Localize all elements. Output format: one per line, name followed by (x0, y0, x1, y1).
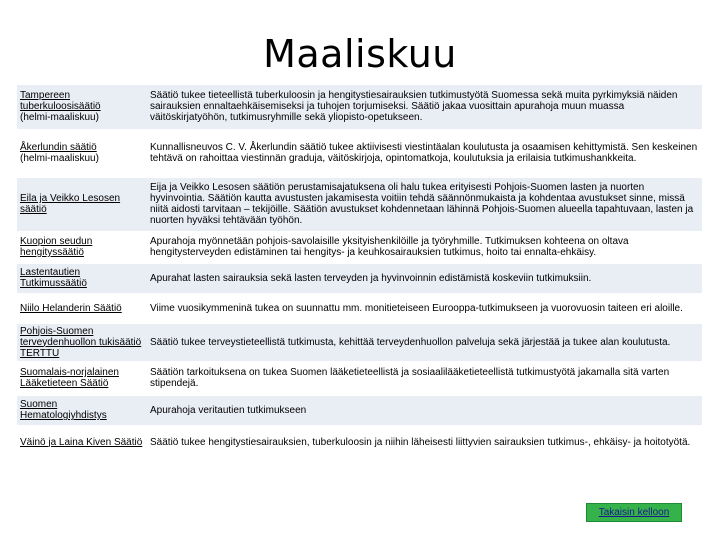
back-to-clock-button[interactable]: Takaisin kelloon (586, 503, 682, 522)
foundation-name-cell (17, 361, 147, 395)
foundation-description: Säätiön tarkoituksena on tukea Suomen lääketieteellistä ja sosiaalilääketieteellistä tutkimustyötä jakamalla sitä varten stipendejä. (147, 361, 702, 395)
foundation-link[interactable]: Suomalais-norjalainen Lääketieteen Säätiö (20, 367, 119, 389)
foundations-table (17, 85, 702, 460)
table-row (17, 395, 702, 425)
table-row (17, 177, 702, 231)
foundation-link[interactable]: Eila ja Veikko Lesosen säätiö (20, 193, 121, 215)
foundation-link[interactable]: Lastentautien Tutkimussäätiö (20, 267, 87, 289)
foundation-description: Apurahoja veritautien tutkimukseen (147, 395, 702, 425)
table-row (17, 129, 702, 177)
foundation-name-cell (17, 177, 147, 231)
foundation-description: Apurahat lasten sairauksia sekä lasten terveyden ja hyvinvoinnin edistämistä koskeviin tutkimuksiin. (147, 263, 702, 293)
table-row (17, 293, 702, 323)
table-row (17, 263, 702, 293)
table-row (17, 85, 702, 129)
foundation-name-cell (17, 129, 147, 177)
foundation-link[interactable]: Åkerlundin säätiö (20, 142, 97, 153)
foundation-link[interactable]: Kuopion seudun hengityssäätiö (20, 236, 93, 258)
foundation-description: Säätiö tukee hengitystiesairauksien, tuberkuloosin ja niihin läheisesti liittyvien sairauksien tutkimus-, ehkäisy- ja hoitotyötä. (147, 425, 702, 459)
table-row (17, 361, 702, 395)
foundation-description: Eija ja Veikko Lesosen säätiön perustamisajatuksena oli halu tukea erityisesti Pohjois-Suomen lasten ja nuorten hyvinvointia. Säätiön kautta avustusten jakamisesta voitiin tehdä säännönmukaista ja kohdentaa avustukset sinne, missä niitä aidosti tarvitaan – tekijöille. Säätiön avustukset kohdennetaan lähinnä Pohjois-Suomen alueella tapahtuvaan, lasten ja nuorten hyväksi tehtävään työhön. (147, 177, 702, 231)
foundation-link[interactable]: Tampereen tuberkuloosisäätiö (20, 90, 101, 113)
foundation-name-cell (17, 293, 147, 323)
foundation-description: Viime vuosikymmeninä tukea on suunnattu mm. monitieteiseen Eurooppa-tutkimukseen ja vuorovuosin taiteen eri aloille. (147, 293, 702, 323)
foundation-name-cell (17, 395, 147, 425)
foundation-description: Säätiö tukee tieteellistä tuberkuloosin ja hengitystiesairauksien tutkimustyötä Suomessa sekä muita pyrkimyksiä näiden sairauksien ennaltaehkäisemiseksi ja tuhojen torjumiseksi. Säätiö jakaa vuosittain apurahoja muun muassa väitöskirjatyöhön, tutkimusryhmille sekä yliopisto-opetukseen. (147, 85, 702, 129)
table-row (17, 231, 702, 263)
foundation-description: Kunnallisneuvos C. V. Åkerlundin säätiö tukee aktiivisesti viestintäalan koulutusta ja osaamisen kehittymistä. Sen keskeinen tehtävä on rahoittaa viestinnän graduja, väitöskirjoja, opintomatkoja, koulutuksia ja erilaisia tutkimushankkeita. (147, 129, 702, 177)
application-period: (helmi-maaliskuu) (20, 112, 99, 124)
foundation-link[interactable]: Väinö ja Laina Kiven Säätiö (20, 436, 143, 448)
foundation-name-cell (17, 263, 147, 293)
foundation-description: Apurahoja myönnetään pohjois-savolaisille yksityishenkilöille ja työryhmille. Tutkimuksen kohteena on oltava hengitysterveyden edistäminen tai hengitys- ja keuhkosairauksien tutkimus, hoito tai ennalta-ehkäisy. (147, 231, 702, 263)
table-row (17, 323, 702, 361)
foundation-name-cell (17, 231, 147, 263)
foundation-name-cell (17, 425, 147, 459)
table-row (17, 425, 702, 459)
foundation-link[interactable]: Suomen Hematologiyhdistys (20, 399, 107, 421)
foundation-description: Säätiö tukee terveystieteellistä tutkimusta, kehittää terveydenhuollon palveluja sekä järjestää ja tukee alan koulutusta. (147, 323, 702, 361)
foundation-name-cell (17, 85, 147, 129)
foundation-name-cell (17, 323, 147, 361)
page-title: Maaliskuu (263, 32, 457, 76)
foundation-link[interactable]: Pohjois-Suomen terveydenhuollon tukisäätiö TERTTU (20, 325, 142, 359)
application-period: (helmi-maaliskuu) (20, 153, 99, 164)
foundation-link[interactable]: Niilo Helanderin Säätiö (20, 302, 122, 314)
